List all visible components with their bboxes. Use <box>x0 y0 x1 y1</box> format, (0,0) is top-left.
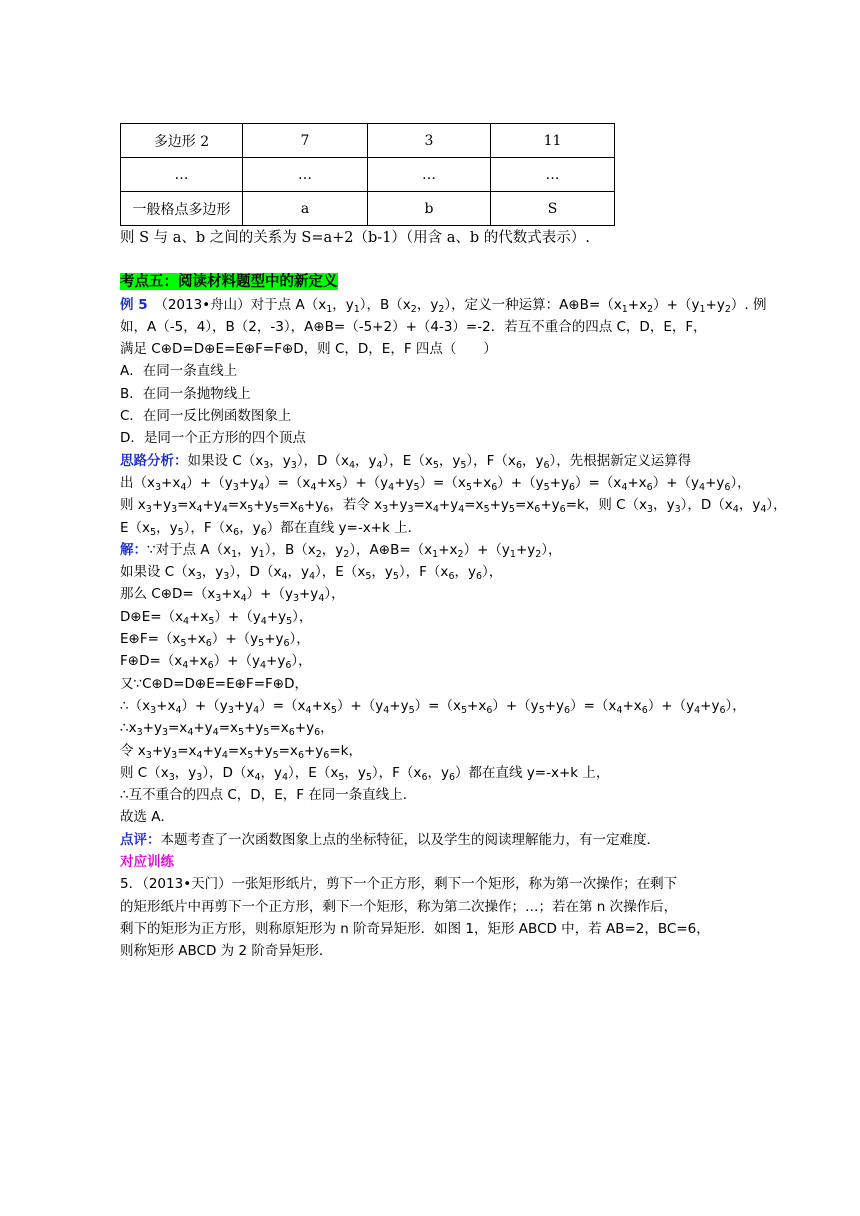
solution-line-6: $F\oplus D=(x_4+x_6)+(y_4+y_6)$， <box>120 653 312 672</box>
document-body <box>120 227 787 963</box>
comment-label: 点评： <box>120 831 161 848</box>
table-cell: 3 <box>368 124 491 158</box>
solution-label: 解： <box>120 541 147 558</box>
solution-line-2: 如果设 $C(x_3$，$y_3$），$D(x_4$，$y_4$），$E(x_5$，$y_5$），$F(x_6$，$y_6$）， <box>120 564 503 583</box>
option-d: D．是同一个正方形的四个顶点 <box>120 430 306 447</box>
solution-line-9: $\therefore x_3+y_3=x_4+y_4=x_5+y_5=x_6+y_6$， <box>120 720 334 739</box>
section-heading <box>120 271 740 293</box>
solution-line-11: 则 $C(x_3$，$y_3$），$D(x_4$，$y_4$），$E(x_5$，$y_5$），$F(x_6$，$y_6$）都在直线 y=-x+k 上， <box>120 764 610 783</box>
table-cell: b <box>368 192 491 226</box>
table-cell: … <box>243 158 368 192</box>
table-cell: … <box>368 158 491 192</box>
solution-line-1: 解：∵对于点 $A(x_1$，$y_1$），$B(x_2$，$y_2$），$A\oplus B=(x_1+x_2)+(y_1+y_2)$， <box>120 541 562 560</box>
table-row <box>121 158 615 192</box>
table-cell: … <box>121 158 243 192</box>
problem-5-line-1: 5．（2013•天门）一张矩形纸片，剪下一个正方形，剩下一个矩形，称为第一次操作；在剩下 <box>120 876 678 893</box>
table-cell: 7 <box>243 124 368 158</box>
table-row <box>121 192 615 226</box>
analysis-line-2: 出$(x_3+x_4)+(y_3+y_4)=(x_4+x_5)+(y_4+y_5)=(x_5+x_6)+(y_5+y_6)=(x_4+x_6)+(y_4+y_6)$， <box>120 474 751 493</box>
solution-line-4: $D\oplus E=(x_4+x_5)+(y_4+y_5)$， <box>120 608 313 627</box>
example-label: 例 5 <box>120 296 148 313</box>
solution-line-10: 令 $x_3+y_3=x_4+y_4=x_5+y_5=x_6+y_6=k$， <box>120 742 362 761</box>
option-a: A．在同一条直线上 <box>120 363 238 380</box>
training-heading <box>120 851 740 873</box>
option-c: C．在同一反比例函数图象上 <box>120 408 292 425</box>
solution-line-5: $E\oplus F=(x_5+x_6)+(y_5+y_6)$， <box>120 631 310 650</box>
solution-line-3: 那么 $C\oplus D=(x_3+x_4)+(y_3+y_4)$， <box>120 586 345 605</box>
example-source: （2013•舟山） <box>161 296 251 313</box>
table-cell: a <box>243 192 368 226</box>
problem-5-line-4: 则称矩形 ABCD 为 2 阶奇异矩形． <box>120 943 333 960</box>
problem-5-line-2: 的矩形纸片中再剪下一个正方形，剩下一个矩形，称为第二次操作；…；若在第 n 次操作后， <box>120 898 678 915</box>
intro-line: 则 S 与 a、b 之间的关系为 S=a+2（b-1）（用含 a、b 的代数式表示）. <box>120 230 590 246</box>
problem-5-line-3: 剩下的矩形为正方形，则称原矩形为 n 阶奇异矩形．如图 1，矩形 ABCD 中，若 AB=2，BC=6， <box>120 920 710 937</box>
example-line-2: 如，A（-5，4），B（2，-3），A⊕B=（-5+2）+（4-3）=-2．若互不重合的四点 C，D，E，F， <box>120 318 707 335</box>
analysis-line-4: $E(x_5$，$y_5$），$F(x_6$，$y_6$）都在直线 y=-x+k 上． <box>120 519 422 538</box>
table-cell: … <box>491 158 615 192</box>
table-cell: 11 <box>491 124 615 158</box>
example-line-3: 满足 C⊕D=D⊕E=E⊕F=F⊕D，则 C，D，E，F 四点（ ） <box>120 341 497 358</box>
analysis-line-3: 则 $x_3+y_3=x_4+y_4=x_5+y_5=x_6+y_6$，若令 $x_3+y_3=x_4+y_4=x_5+y_5=x_6+y_6=k$，则 $C(x_3$，$y_3$），$D(x_4$，$y_4$）， <box>120 497 787 516</box>
table-cell: 一般格点多边形 <box>121 192 243 226</box>
section-title: 考点五：阅读材料题型中的新定义 <box>120 273 338 291</box>
solution-line-8: $\therefore(x_3+x_4)+(y_3+y_4)=(x_4+x_5)+(y_4+y_5)=(x_5+x_6)+(y_5+y_6)=(x_4+x_6)+(y_4+y_6)$， <box>120 697 746 716</box>
solution-line-13: 故选 A． <box>120 809 175 826</box>
comment-line: 点评：本题考查了一次函数图象上点的坐标特征，以及学生的阅读理解能力，有一定难度． <box>120 831 660 848</box>
solution-line-7: 又∵C⊕D=D⊕E=E⊕F=F⊕D， <box>120 675 308 692</box>
example-line-1: 例 5 （2013•舟山）对于点 $A(x_1$，$y_1$），$B(x_2$，$y_2$），定义一种运算：$A\oplus B=(x_1+x_2)+(y_1+y_2)$. 例 <box>120 296 767 315</box>
analysis-label: 思路分析： <box>120 452 188 469</box>
table-row <box>121 124 615 158</box>
analysis-line-1: 思路分析：如果设 $C(x_3$，$y_3$），$D(x_4$，$y_4$），$E(x_5$，$y_5$），$F(x_6$，$y_6$），先根据新定义运算得 <box>120 452 692 471</box>
table-cell: 多边形 2 <box>121 124 243 158</box>
option-b: B．在同一条抛物线上 <box>120 385 251 402</box>
data-table <box>120 123 615 226</box>
solution-line-12: ∴互不重合的四点 C，D，E，F 在同一条直线上． <box>120 787 417 804</box>
training-title: 对应训练 <box>120 854 174 871</box>
table-cell: S <box>491 192 615 226</box>
